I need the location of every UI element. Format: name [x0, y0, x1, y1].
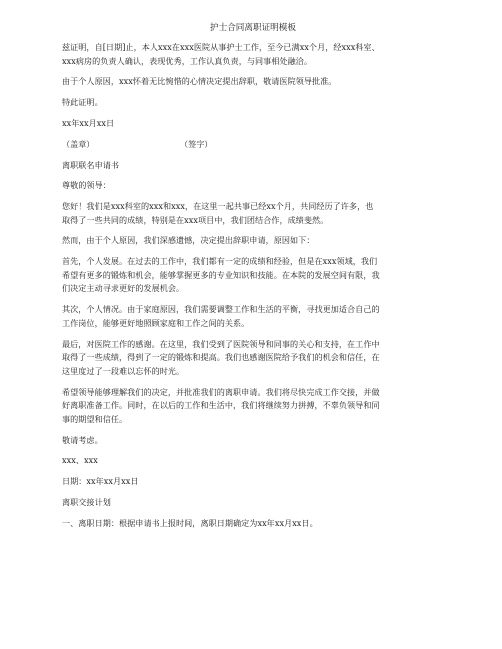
text-line: 首先，个人发展。在过去的工作中，我们都有一定的成绩和经验，但是在xxx领域，我们 [62, 256, 378, 267]
text-line: 希望领导能够理解我们的决定，并批准我们的离职申请。我们将尽快完成工作交接，并做 [62, 386, 380, 397]
paragraph-signatories: xxx、xxx [62, 455, 98, 466]
paragraph-salutation: 尊敬的领导： [62, 180, 111, 191]
paragraph-hereby-certify: 特此证明。 [62, 97, 103, 108]
text-line: 取得了一些共同的成绩，特别是在xxx项目中，我们团结合作，成绩斐然。 [62, 214, 329, 225]
seal-signature-row [62, 138, 444, 152]
section-heading-handover-plan: 离职交接计划 [62, 496, 111, 507]
text-line: 取得了一些成绩，得到了一定的锻炼和提高。我们也感谢医院给予我们的机会和信任，在 [62, 352, 380, 363]
text-line: 们决定主动寻求更好的发展机会。 [62, 283, 185, 294]
paragraph-application-date: 日期：xx年xx月xx日 [62, 476, 139, 487]
seal-label: （盖章） [62, 138, 95, 149]
text-line: 好离职准备工作。同时，在以后的工作和生活中，我们将继续努力拼搏，不辜负领导和同 [62, 400, 380, 411]
paragraph-greeting [62, 200, 444, 227]
document-title: 护士合同离职证明模板 [210, 23, 296, 33]
text-line: 这里度过了一段难以忘怀的时光。 [62, 365, 185, 376]
paragraph-reason-thanks [62, 338, 444, 379]
paragraph-request-approval [62, 386, 444, 427]
text-line: 您好！我们是xxx科室的xxx和xxx，在这里一起共事已经xx个月，共同经历了许多，也 [62, 201, 374, 212]
signature-label: （签字） [180, 138, 213, 149]
paragraph-reasons-intro: 然而，由于个人原因，我们深感遗憾，决定提出辞职申请，原因如下： [62, 235, 315, 246]
paragraph-reason-development [62, 255, 444, 296]
text-line: 希望有更多的锻炼和机会，能够掌握更多的专业知识和技能。在本院的发展空间有限，我 [62, 269, 380, 280]
paragraph-reason-personal [62, 303, 444, 330]
text-line: xxx病房的负责人确认，表现优秀，工作认真负责，与同事相处融洽。 [62, 55, 313, 66]
paragraph-handover-date: 一、离职日期：根据申请书上报时间，离职日期确定为xx年xx月xx日。 [62, 517, 318, 528]
text-line: 兹证明，自[日期]止，本人xxx在xxx医院从事护士工作，至今已满xx个月，经xxx科室、 [62, 42, 380, 52]
text-line: 工作岗位，能够更好地照顾家庭和工作之间的关系。 [62, 317, 250, 328]
paragraph-date: xx年xx月xx日 [62, 117, 115, 128]
paragraph-certificate-body [62, 41, 444, 68]
text-line: 其次，个人情况。由于家庭原因，我们需要调整工作和生活的平衡，寻找更加适合自己的 [62, 304, 380, 315]
text-line: 最后，对医院工作的感谢。在这里，我们受到了医院领导和同事的关心和支持，在工作中 [62, 338, 380, 349]
paragraph-resign-reason: 由于个人原因，xxx怀着无比惋惜的心情决定提出辞职，敬请医院领导批准。 [62, 76, 337, 87]
section-heading-joint-application: 离职联名申请书 [62, 159, 120, 170]
paragraph-closing: 敬请考虑。 [62, 434, 103, 445]
text-line: 事的期望和信任。 [62, 413, 128, 424]
